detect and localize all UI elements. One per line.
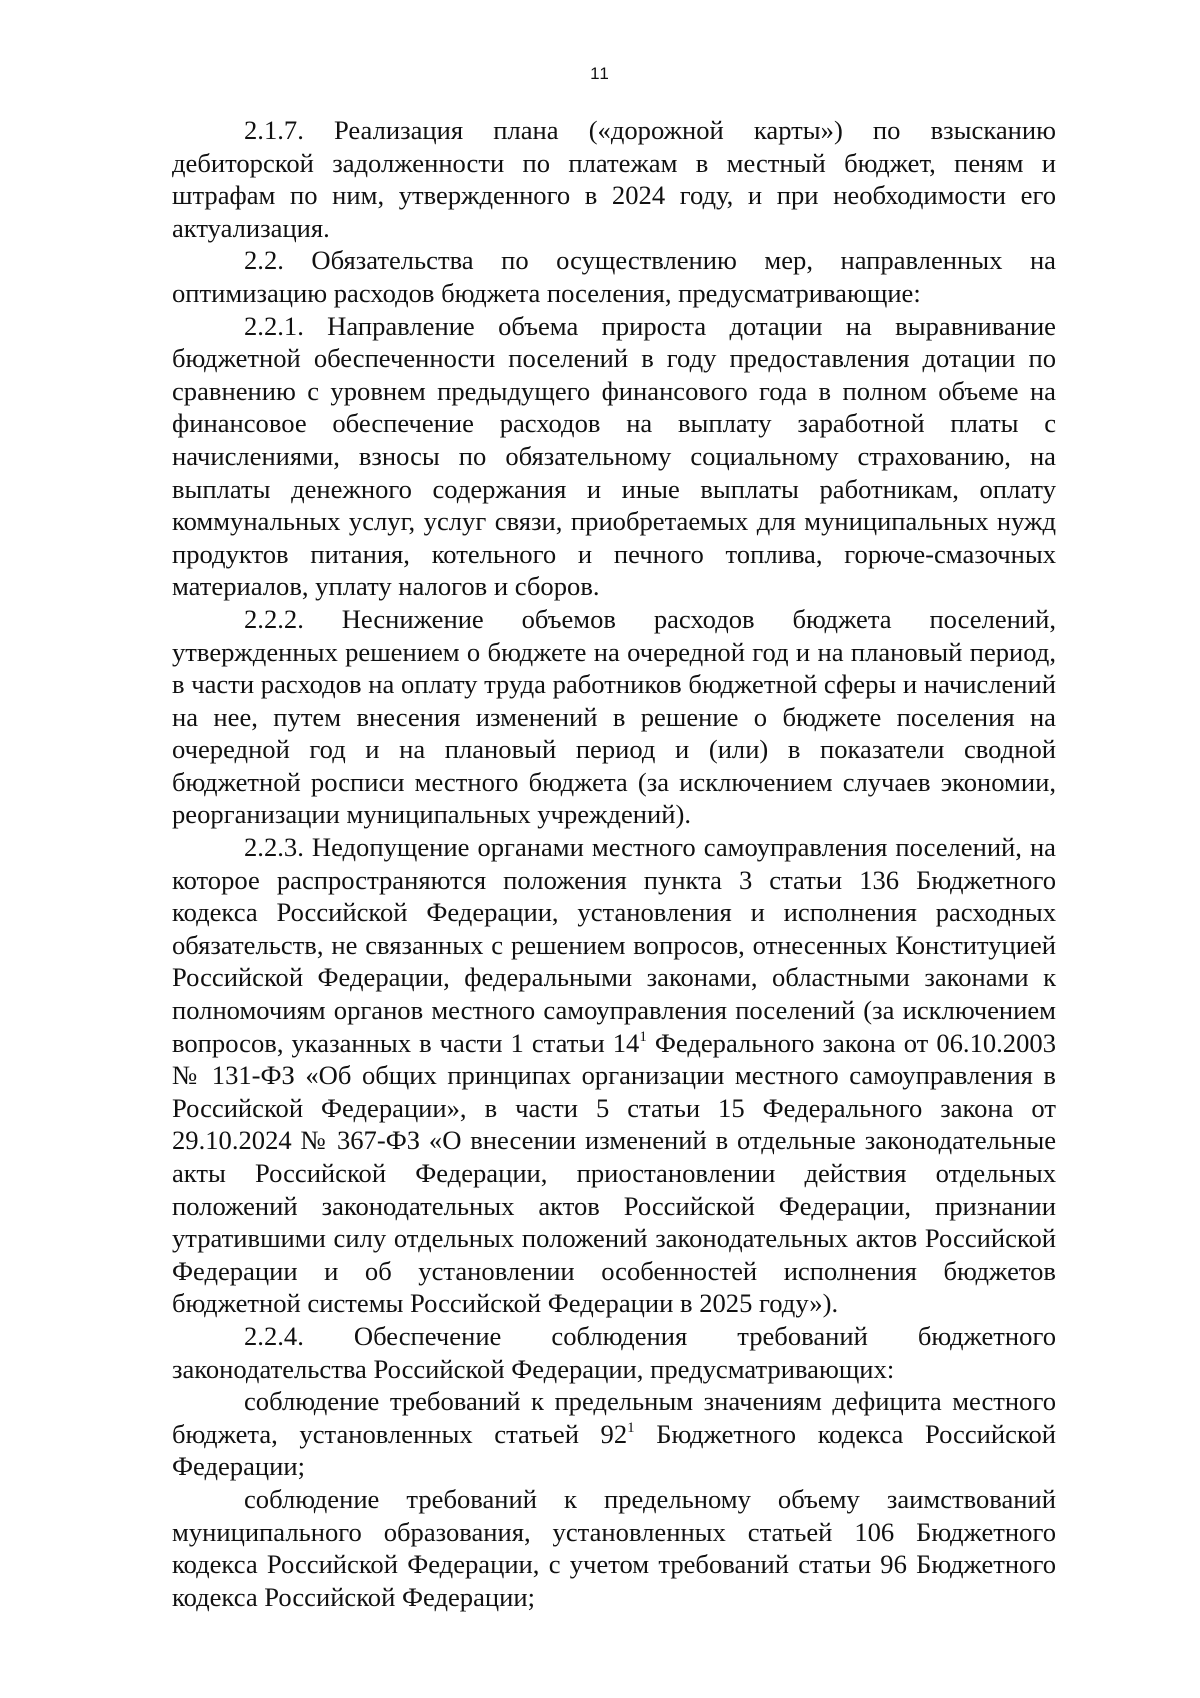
paragraph-2-1-7: 2.1.7. Реализация плана («дорожной карты») по взысканию дебиторской задолженности по платежам в местный бюджет, пеням и штрафам по ним, утвержденного в 2024 году, и при необходимости его актуализация. — [172, 115, 1056, 243]
paragraph-deficit-limits-text-end: Бюджетного кодекса Российской Федерации; — [172, 1418, 1056, 1482]
paragraph-deficit-limits — [172, 1385, 1056, 1483]
paragraph-borrowing-limits: соблюдение требований к предельному объему заимствований муниципального образования, установленных статьей 106 Бюджетного кодекса Российской Федерации, с учетом требований статьи 96 Бюджетного кодекса Российской Федерации; — [172, 1483, 1056, 1612]
paragraph-2-2: 2.2. Обязательства по осуществлению мер, направленных на оптимизацию расходов бюджета поселения, предусматривающие: — [172, 245, 1056, 308]
document-body — [172, 114, 1056, 1613]
page-number: 11 — [590, 64, 610, 83]
paragraph-2-2-2: 2.2.2. Неснижение объемов расходов бюджета поселений, утвержденных решением о бюджете на очередной год и на плановый период, в части расходов на оплату труда работников бюджетной сферы и начислений на нее, путем внесения изменений в решение о бюджете поселения на очередной год и на плановый период и (или) в показатели сводной бюджетной росписи местного бюджета (за исключением случаев экономии, реорганизации муниципальных учреждений). — [172, 603, 1056, 830]
superscript-index: 1 — [627, 1419, 635, 1436]
paragraph-2-2-3-text-start: 2.2.3. Недопущение органами местного самоуправления поселений, на которое распространяются положения пункта 3 статьи 136 Бюджетного кодекса Российской Федерации, установления и исполнения расходных обязательств, не связанных с решением вопросов, отнесенных Конституцией Российской Федерации, федеральными законами, областными законами к полномочиям органов местного самоуправления поселений (за исключением вопросов, указанных в части 1 статьи 14 — [172, 832, 1056, 1058]
paragraph-deficit-limits-text-start: соблюдение требований к предельным значениям дефицита местного бюджета, установленных статьей 92 — [172, 1386, 1056, 1449]
paragraph-2-2-3 — [172, 831, 1056, 1320]
paragraph-2-2-4: 2.2.4. Обеспечение соблюдения требований бюджетного законодательства Российской Федерации, предусматривающих: — [172, 1320, 1056, 1384]
paragraph-2-2-3-text-end: Федерального закона от 06.10.2003 № 131-ФЗ «Об общих принципах организации местного самоуправления в Российской Федерации», в части 5 статьи 15 Федерального закона от 29.10.2024 № 367-ФЗ «О внесении изменений в отдельные законодательные акты Российской Федерации, приостановлении действия отдельных положений законодательных актов Российской Федерации, признании утратившими силу отдельных положений законодательных актов Российской Федерации и об установлении особенностей исполнения бюджетов бюджетной системы Российской Федерации в 2025 году»). — [172, 1027, 1056, 1319]
superscript-index: 1 — [639, 1028, 647, 1045]
paragraph-2-2-1: 2.2.1. Направление объема прироста дотации на выравнивание бюджетной обеспеченности поселений в году предоставления дотации по сравнению с уровнем предыдущего финансового года в полном объеме на финансовое обеспечение расходов на выплату заработной платы с начислениями, взносы по обязательному социальному страхованию, на выплаты денежного содержания и иные выплаты работникам, оплату коммунальных услуг, услуг связи, приобретаемых для муниципальных нужд продуктов питания, котельного и печного топлива, горюче-смазочных материалов, уплату налогов и сборов. — [172, 310, 1056, 602]
